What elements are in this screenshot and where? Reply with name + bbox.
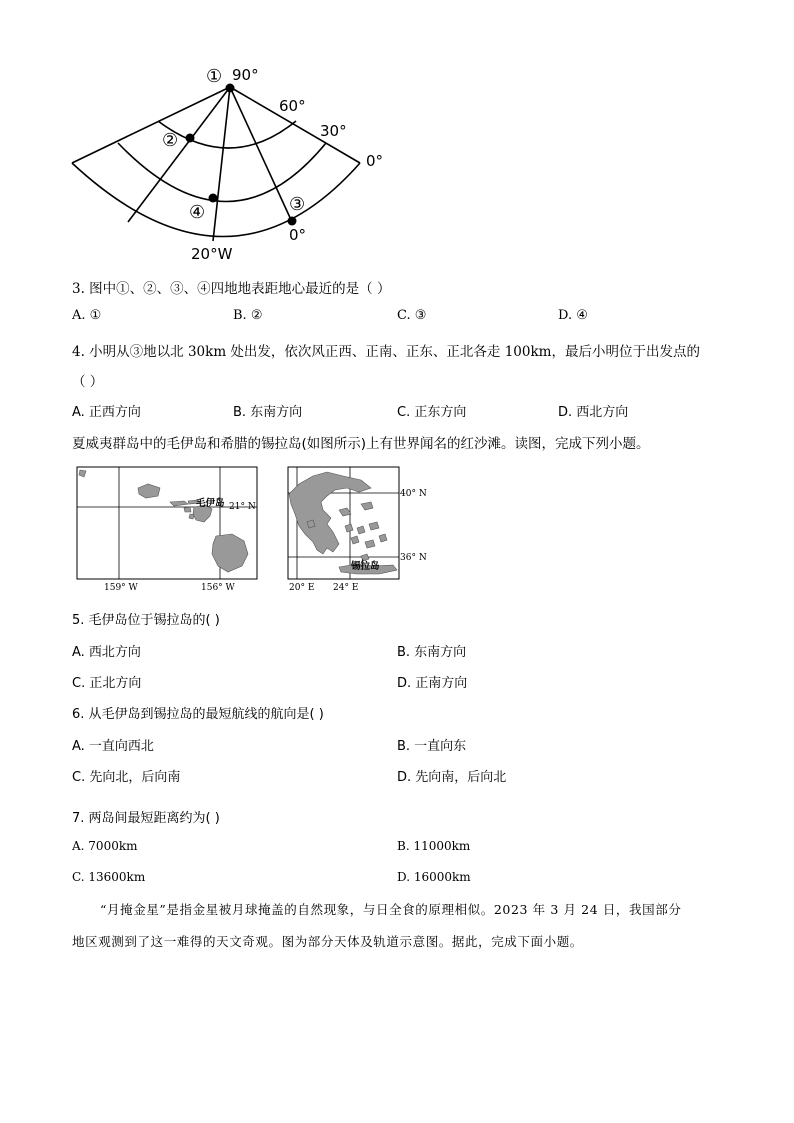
- q5-option-d[interactable]: D. 正南方向: [397, 676, 468, 691]
- label-point-1: ①: [206, 66, 223, 87]
- q5-stem: 5. 毛伊岛位于锡拉岛的( ): [72, 613, 220, 628]
- maui-lon1-label: 159° W: [104, 583, 138, 593]
- label-point-4: ④: [189, 202, 206, 223]
- q6-option-c[interactable]: C. 先向北，后向南: [72, 770, 181, 785]
- q5-option-c[interactable]: C. 正北方向: [72, 676, 142, 691]
- label-lat-30: 30°: [320, 122, 347, 140]
- meridian-line: [213, 87, 230, 241]
- q6-stem: 6. 从毛伊岛到锡拉岛的最短航线的航向是( ): [72, 707, 324, 722]
- island-shape: [189, 514, 194, 519]
- maui-lon2-label: 156° W: [201, 583, 235, 593]
- label-lat-90: 90°: [232, 66, 259, 84]
- q4-stem: 4. 小明从③地以北 30km 处出发，依次风正西、正南、正东、正北各走 100km，最后小明位于出发点的: [72, 344, 700, 360]
- label-point-2: ②: [162, 130, 179, 151]
- q3-option-d[interactable]: D. ④: [558, 308, 588, 323]
- q3-option-a[interactable]: A. ①: [72, 308, 102, 323]
- q4-option-c[interactable]: C. 正东方向: [397, 405, 467, 420]
- q7-option-b[interactable]: B. 11000km: [397, 839, 471, 853]
- intro-text: 夏威夷群岛中的毛伊岛和希腊的锡拉岛(如图所示)上有世界闻名的红沙滩。读图，完成下列小题。: [72, 436, 650, 452]
- label-point-3: ③: [289, 194, 306, 215]
- q6-option-d[interactable]: D. 先向南，后向北: [397, 770, 507, 785]
- island-shape: [184, 507, 191, 512]
- q7-option-d[interactable]: D. 16000km: [397, 870, 471, 884]
- label-lon-0: 0°: [289, 226, 307, 244]
- point-1-dot: [226, 84, 235, 93]
- passage-line-1: “月掩金星”是指金星被月球掩盖的自然现象，与日全食的原理相似。2023 年 3 月 24 日，我国部分: [100, 902, 682, 917]
- point-3-dot: [288, 217, 297, 226]
- point-4-dot: [209, 194, 218, 203]
- q4-stem-paren: （ ）: [72, 374, 104, 390]
- santorini-lat1-label: 40° N: [400, 489, 427, 499]
- maui-lat-label: 21° N: [229, 502, 256, 512]
- q3-stem: 3. 图中①、②、③、④四地地表距地心最近的是（ ）: [72, 281, 391, 297]
- santorini-label: 锡拉岛: [351, 561, 380, 572]
- q6-option-b[interactable]: B. 一直向东: [397, 739, 467, 754]
- q5-option-b[interactable]: B. 东南方向: [397, 645, 467, 660]
- q3-option-b[interactable]: B. ②: [233, 308, 263, 323]
- map-maui: [76, 466, 260, 594]
- santorini-lon1-label: 20° E: [289, 583, 315, 593]
- q3-option-c[interactable]: C. ③: [397, 308, 427, 323]
- q4-option-a[interactable]: A. 正西方向: [72, 405, 141, 420]
- passage-line-2: 地区观测到了这一难得的天文奇观。图为部分天体及轨道示意图。据此，完成下面小题。: [72, 934, 583, 949]
- q6-option-a[interactable]: A. 一直向西北: [72, 739, 154, 754]
- q4-option-b[interactable]: B. 东南方向: [233, 405, 303, 420]
- map-santorini: [287, 466, 431, 594]
- q7-stem: 7. 两岛间最短距离约为( ): [72, 811, 220, 826]
- q4-option-d[interactable]: D. 西北方向: [558, 405, 629, 420]
- q7-option-c[interactable]: C. 13600km: [72, 870, 146, 884]
- q7-option-a[interactable]: A. 7000km: [72, 839, 138, 853]
- q5-option-a[interactable]: A. 西北方向: [72, 645, 141, 660]
- lat30-arc: [158, 121, 296, 148]
- santorini-lat2-label: 36° N: [400, 553, 427, 563]
- santorini-lon2-label: 24° E: [333, 583, 359, 593]
- maui-label: 毛伊岛: [196, 498, 225, 509]
- label-lon-20w: 20°W: [191, 245, 233, 263]
- point-2-dot: [186, 134, 195, 143]
- label-lat-60: 60°: [279, 97, 306, 115]
- polar-grid-figure: [60, 60, 400, 270]
- label-lat-0: 0°: [366, 152, 384, 170]
